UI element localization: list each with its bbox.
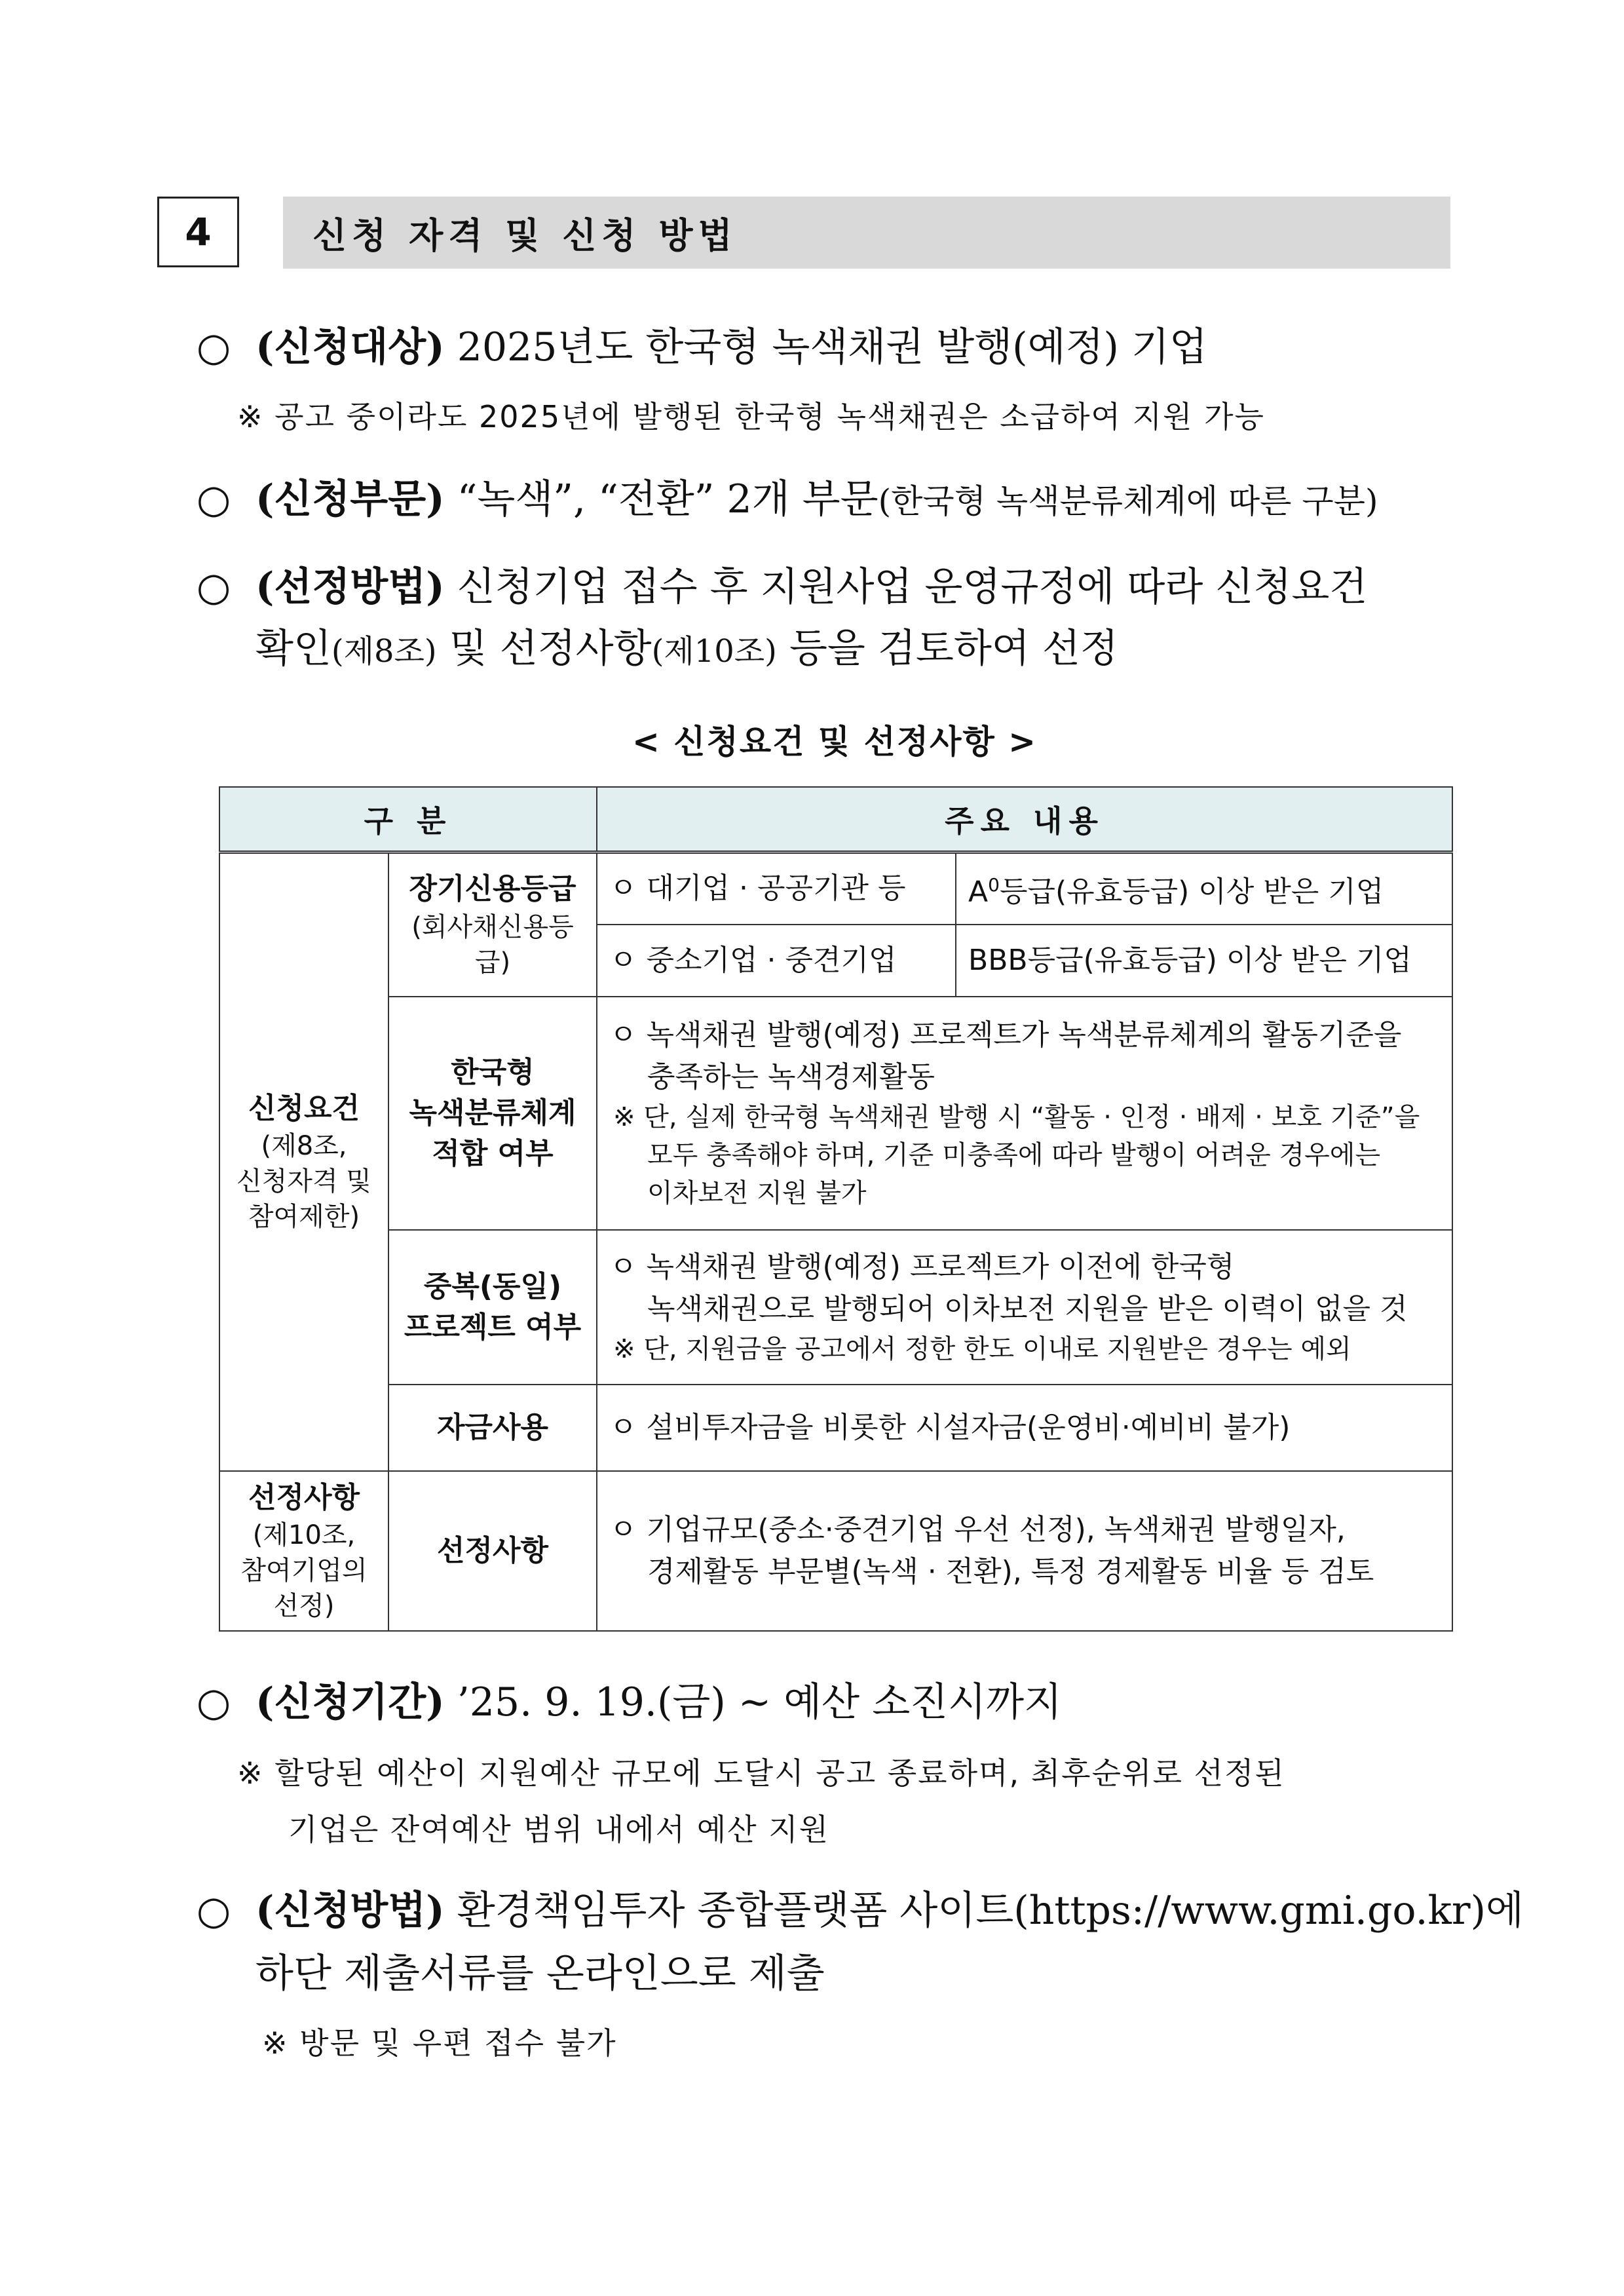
bullet-period xyxy=(197,1670,1454,1735)
section-title: 신청 자격 및 신청 방법 xyxy=(283,197,1450,269)
grade-sup: 0 xyxy=(988,873,1000,896)
period-note-2: 기업은 잔여예산 범위 내에서 예산 지원 xyxy=(288,1812,830,1847)
circle-bullet-icon: ○ xyxy=(197,564,231,610)
ref: (제10조) xyxy=(651,633,777,670)
credit-row2-left: ㅇ 중소기업 · 중견기업 xyxy=(597,925,956,997)
tax-line: ㅇ 녹색채권 발행(예정) 프로젝트가 녹색분류체계의 활동기준을 xyxy=(609,1018,1402,1052)
group-title: 선정사항 xyxy=(248,1480,360,1514)
method-note: ※ 방문 및 우편 접수 불가 xyxy=(262,2025,617,2061)
group-title: 신청요건 xyxy=(248,1092,360,1126)
duplicate-content-cell xyxy=(597,1230,1452,1385)
tax-note: 모두 충족해야 하며, 기준 미충족에 따라 발행이 어려운 경우에는 xyxy=(647,1139,1381,1170)
group-sub: 참여제한) xyxy=(248,1202,360,1233)
bullet-text: 신청기업 접수 후 지원사업 운영규정에 따라 신청요건 xyxy=(457,564,1368,610)
selection-line2 xyxy=(255,616,1118,684)
group-sub: (제8조, xyxy=(261,1131,347,1162)
bullet-text-small: (한국형 녹색분류체계에 따른 구분) xyxy=(878,482,1378,520)
funds-title-cell: 자금사용 xyxy=(388,1385,597,1471)
dup-title: 프로젝트 여부 xyxy=(404,1310,582,1344)
tax-title: 녹색분류체계 xyxy=(409,1096,576,1130)
group-sub: (제10조, xyxy=(252,1520,356,1550)
text: 및 선정사항 xyxy=(436,626,652,672)
bullet-label: (신청부문) xyxy=(255,476,445,522)
credit-row1-left: ㅇ 대기업 · 공공기관 등 xyxy=(597,852,956,925)
circle-bullet-icon: ○ xyxy=(197,476,231,522)
dup-note: ※ 단, 지원금을 공고에서 정한 한도 이내로 지원받은 경우는 예외 xyxy=(613,1333,1351,1364)
taxonomy-title-cell xyxy=(388,997,597,1230)
tax-title: 한국형 xyxy=(451,1055,535,1089)
text: 확인 xyxy=(255,626,331,672)
circle-bullet-icon: ○ xyxy=(197,1888,231,1934)
dup-line: ㅇ 녹색채권 발행(예정) 프로젝트가 이전에 한국형 xyxy=(609,1250,1235,1284)
funds-content-cell: ㅇ 설비투자금을 비롯한 시설자금(운영비·예비비 불가) xyxy=(597,1385,1452,1471)
bullet-text: 환경책임투자 종합플랫폼 사이트(https://www.gmi.go.kr)에 xyxy=(457,1888,1524,1934)
dup-line: 녹색채권으로 발행되어 이차보전 지원을 받은 이력이 없을 것 xyxy=(647,1292,1408,1326)
select-line: ㅇ 기업규모(중소·중견기업 우선 선정), 녹색채권 발행일자, xyxy=(609,1512,1346,1546)
table-head-content: 주요 내용 xyxy=(597,787,1452,852)
bullet-label: (신청기간) xyxy=(255,1679,445,1725)
period-note-1: ※ 할당된 예산이 지원예산 규모에 도달시 공고 종료하며, 최후순위로 선정된 xyxy=(237,1755,1285,1791)
grade-text: 등급(유효등급) 이상 받은 기업 xyxy=(999,875,1384,909)
bullet-method xyxy=(197,1878,1524,1943)
ref: (제8조) xyxy=(331,633,437,670)
bullet-text: ’25. 9. 19.(금) ~ 예산 소진시까지 xyxy=(457,1679,1062,1725)
bullet-label: (선정방법) xyxy=(255,564,445,610)
grade: A xyxy=(968,875,989,909)
credit-sub: (회사채신용등급) xyxy=(411,912,574,978)
credit-title: 장기신용등급 xyxy=(409,872,576,906)
req-group-cell xyxy=(219,852,388,1471)
group-sub: 참여기업의 xyxy=(240,1555,368,1586)
circle-bullet-icon: ○ xyxy=(197,324,231,370)
table-head-category: 구 분 xyxy=(219,787,597,852)
credit-row2-right: BBB등급(유효등급) 이상 받은 기업 xyxy=(956,925,1452,997)
select-group-cell xyxy=(219,1471,388,1631)
select-content-cell xyxy=(597,1471,1452,1631)
target-note: ※ 공고 중이라도 2025년에 발행된 한국형 녹색채권은 소급하여 지원 가능 xyxy=(237,399,1265,434)
credit-row1-right xyxy=(956,852,1452,925)
bullet-label: (신청방법) xyxy=(255,1888,445,1934)
dup-title: 중복(동일) xyxy=(423,1269,562,1303)
bullet-target xyxy=(197,315,1454,380)
taxonomy-content-cell xyxy=(597,997,1452,1230)
tax-title: 적합 여부 xyxy=(432,1136,554,1170)
select-title-cell: 선정사항 xyxy=(388,1471,597,1631)
group-sub: 선정) xyxy=(273,1590,335,1621)
tax-line: 충족하는 녹색경제활동 xyxy=(647,1060,935,1094)
requirements-table xyxy=(219,786,1453,1632)
tax-note: 이차보전 지원 불가 xyxy=(647,1177,867,1208)
method-line2: 하단 제출서류를 온라인으로 제출 xyxy=(255,1951,825,1997)
bullet-label: (신청대상) xyxy=(255,324,445,370)
table-caption: < 신청요건 및 선정사항 > xyxy=(632,723,1038,761)
circle-bullet-icon: ○ xyxy=(197,1679,231,1725)
select-line: 경제활동 부문별(녹색 · 전환), 특정 경제활동 비율 등 검토 xyxy=(647,1554,1374,1588)
bullet-division xyxy=(197,467,1454,534)
tax-note: ※ 단, 실제 한국형 녹색채권 발행 시 “활동 · 인정 · 배제 · 보호 기준”을 xyxy=(613,1101,1420,1132)
duplicate-title-cell xyxy=(388,1230,597,1385)
section-number: 4 xyxy=(157,197,239,267)
bullet-text: “녹색”, “전환” 2개 부문 xyxy=(457,476,878,522)
group-sub: 신청자격 및 xyxy=(236,1166,371,1197)
bullet-selection xyxy=(197,554,1454,620)
credit-title-cell xyxy=(388,852,597,997)
bullet-text: 2025년도 한국형 녹색채권 발행(예정) 기업 xyxy=(457,324,1207,370)
text: 등을 검토하여 선정 xyxy=(776,626,1118,672)
